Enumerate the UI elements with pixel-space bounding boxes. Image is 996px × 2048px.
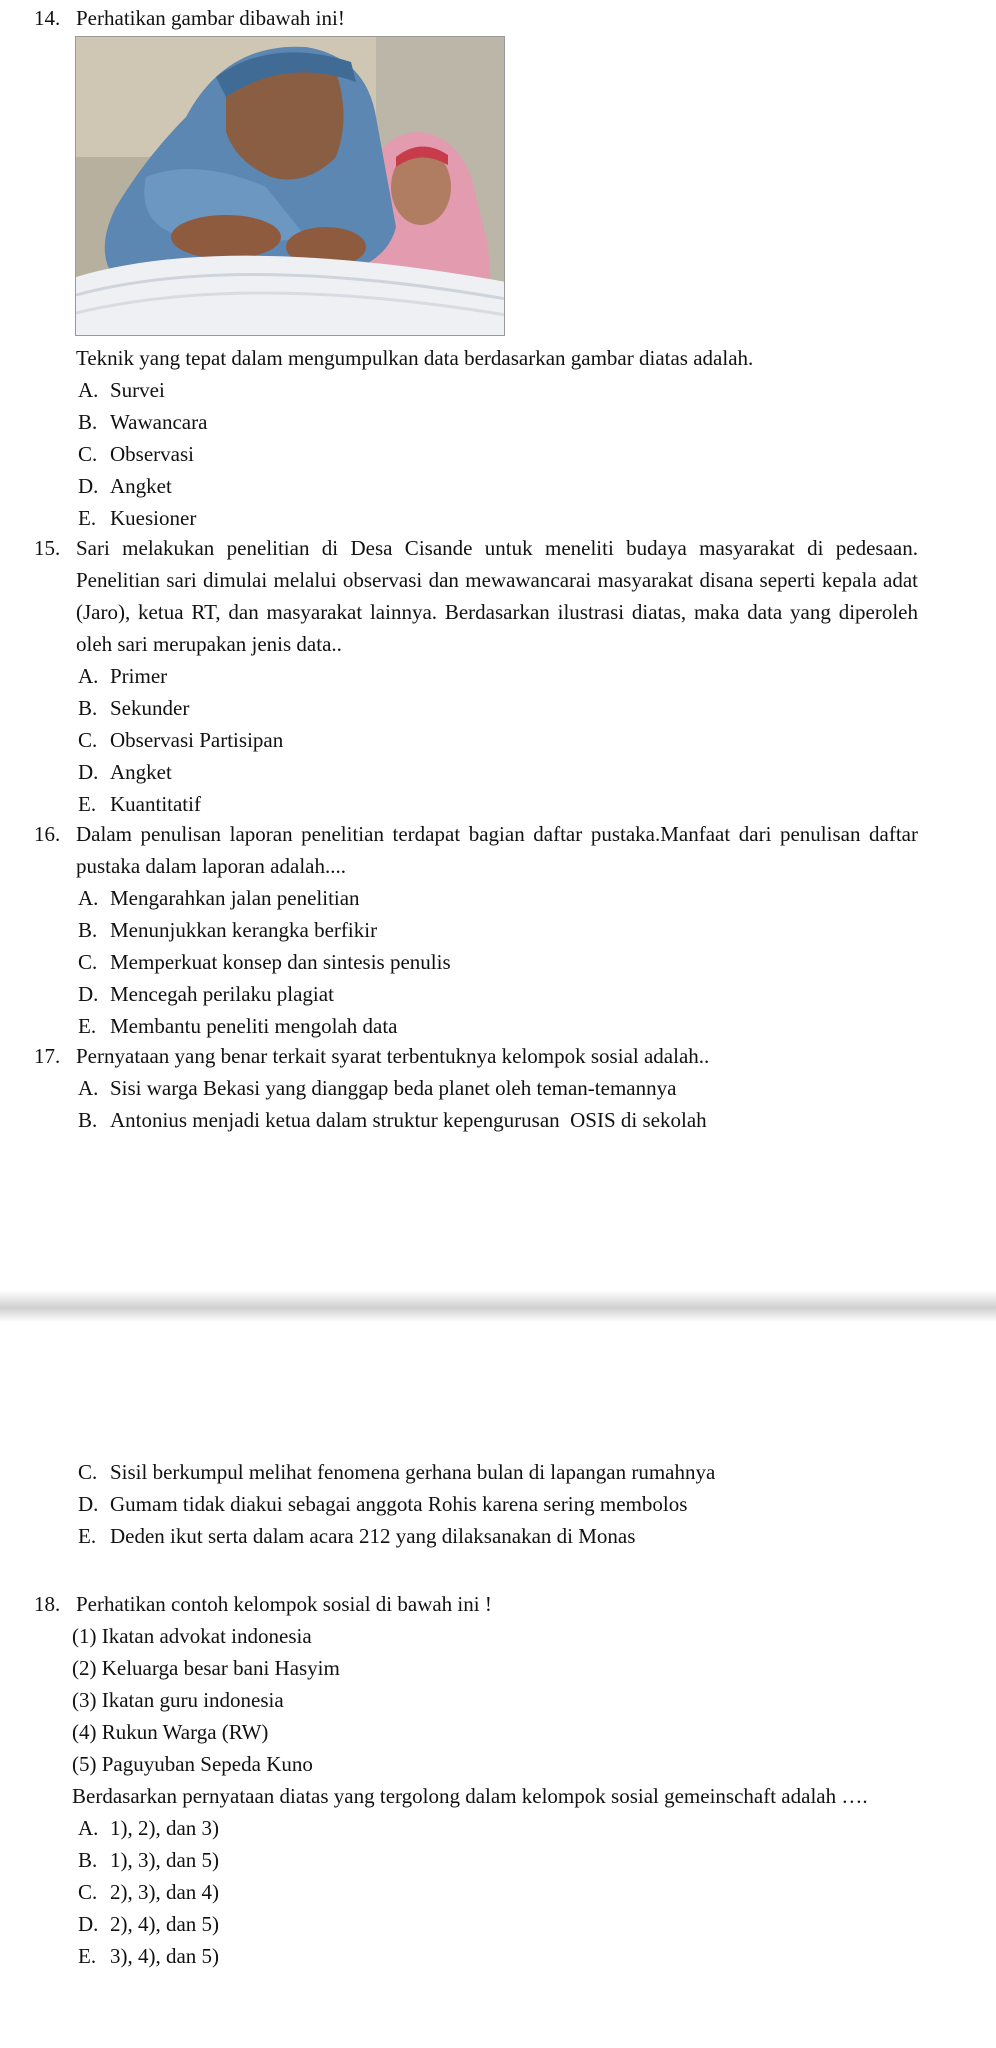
list-item: (4) Rukun Warga (RW) bbox=[72, 1720, 269, 1744]
item-list bbox=[72, 1620, 918, 1780]
question-number: 15. bbox=[34, 536, 61, 560]
option-e[interactable]: E. Kuesioner bbox=[78, 506, 197, 530]
question-stem: Berdasarkan pernyataan diatas yang tergolong dalam kelompok sosial gemeinschaft adalah …. bbox=[72, 1784, 868, 1808]
option-a[interactable]: A. Survei bbox=[78, 378, 165, 402]
question-18 bbox=[34, 1588, 918, 1972]
page-divider bbox=[0, 1290, 996, 1322]
option-c[interactable]: C. Memperkuat konsep dan sintesis penulis bbox=[78, 950, 451, 974]
question-14-body bbox=[34, 342, 918, 534]
option-b[interactable]: B. Sekunder bbox=[78, 696, 190, 720]
option-c[interactable]: C. 2), 3), dan 4) bbox=[78, 1880, 220, 1904]
list-item: (5) Paguyuban Sepeda Kuno bbox=[72, 1752, 313, 1776]
option-c[interactable]: C. Observasi Partisipan bbox=[78, 728, 284, 752]
question-17-continued bbox=[34, 1456, 918, 1552]
list-item: (1) Ikatan advokat indonesia bbox=[72, 1624, 312, 1648]
option-a[interactable]: A. 1), 2), dan 3) bbox=[78, 1816, 220, 1840]
question-text: Sari melakukan penelitian di Desa Cisande untuk meneliti budaya masyarakat di pedesaan. Penelitian sari dimulai melalui observasi dan mewawancarai masyarakat disana seperti kepala adat (Jaro), ketua RT, dan masyarakat lainnya. Berdasarkan ilustrasi diatas, maka data yang diperoleh oleh sari merupakan jenis data.. bbox=[76, 536, 918, 656]
question-number: 16. bbox=[34, 822, 61, 846]
options-list bbox=[78, 374, 918, 534]
question-14 bbox=[34, 2, 918, 34]
option-e[interactable]: E. Deden ikut serta dalam acara 212 yang dilaksanakan di Monas bbox=[78, 1524, 636, 1548]
question-text: Dalam penulisan laporan penelitian terdapat bagian daftar pustaka.Manfaat dari penulisan daftar pustaka dalam laporan adalah.... bbox=[76, 822, 918, 878]
option-e[interactable]: E. Membantu peneliti mengolah data bbox=[78, 1014, 398, 1038]
option-d[interactable]: D. Angket bbox=[78, 760, 172, 784]
option-a[interactable]: A. Primer bbox=[78, 664, 168, 688]
option-b[interactable]: B. Menunjukkan kerangka berfikir bbox=[78, 918, 378, 942]
question-number: 18. bbox=[34, 1592, 61, 1616]
question-prompt: Perhatikan gambar dibawah ini! bbox=[76, 6, 345, 30]
page-bottom bbox=[0, 1322, 996, 2048]
list-item: (3) Ikatan guru indonesia bbox=[72, 1688, 284, 1712]
option-a[interactable]: A. Sisi warga Bekasi yang dianggap beda planet oleh teman-temannya bbox=[78, 1076, 677, 1100]
question-text: Teknik yang tepat dalam mengumpulkan data berdasarkan gambar diatas adalah. bbox=[76, 346, 754, 370]
option-b[interactable]: B. 1), 3), dan 5) bbox=[78, 1848, 220, 1872]
option-d[interactable]: D. 2), 4), dan 5) bbox=[78, 1912, 220, 1936]
question-16 bbox=[34, 818, 918, 1042]
option-d[interactable]: D. Mencegah perilaku plagiat bbox=[78, 982, 334, 1006]
option-e[interactable]: E. 3), 4), dan 5) bbox=[78, 1944, 220, 1968]
options-list bbox=[78, 1812, 918, 1972]
question-number: 14. bbox=[34, 6, 61, 30]
options-list bbox=[78, 660, 918, 820]
option-c[interactable]: C. Sisil berkumpul melihat fenomena gerhana bulan di lapangan rumahnya bbox=[78, 1460, 716, 1484]
question-15 bbox=[34, 532, 918, 820]
option-b[interactable]: B. Antonius menjadi ketua dalam struktur kepengurusan OSIS di sekolah bbox=[78, 1108, 707, 1132]
option-b[interactable]: B. Wawancara bbox=[78, 410, 208, 434]
option-d[interactable]: D. Gumam tidak diakui sebagai anggota Rohis karena sering membolos bbox=[78, 1492, 688, 1516]
options-list bbox=[78, 1072, 918, 1136]
option-d[interactable]: D. Angket bbox=[78, 474, 172, 498]
question-number: 17. bbox=[34, 1044, 61, 1068]
question-17 bbox=[34, 1040, 918, 1136]
option-c[interactable]: C. Observasi bbox=[78, 442, 194, 466]
question-text: Perhatikan contoh kelompok sosial di bawah ini ! bbox=[76, 1592, 492, 1616]
photo-illustration bbox=[76, 37, 505, 336]
options-list bbox=[78, 1456, 918, 1552]
option-a[interactable]: A. Mengarahkan jalan penelitian bbox=[78, 886, 360, 910]
option-e[interactable]: E. Kuantitatif bbox=[78, 792, 201, 816]
question-text: Pernyataan yang benar terkait syarat terbentuknya kelompok sosial adalah.. bbox=[76, 1044, 710, 1068]
options-list bbox=[78, 882, 918, 1042]
photo-two-women-reading-braille bbox=[75, 36, 505, 336]
list-item: (2) Keluarga besar bani Hasyim bbox=[72, 1656, 340, 1680]
